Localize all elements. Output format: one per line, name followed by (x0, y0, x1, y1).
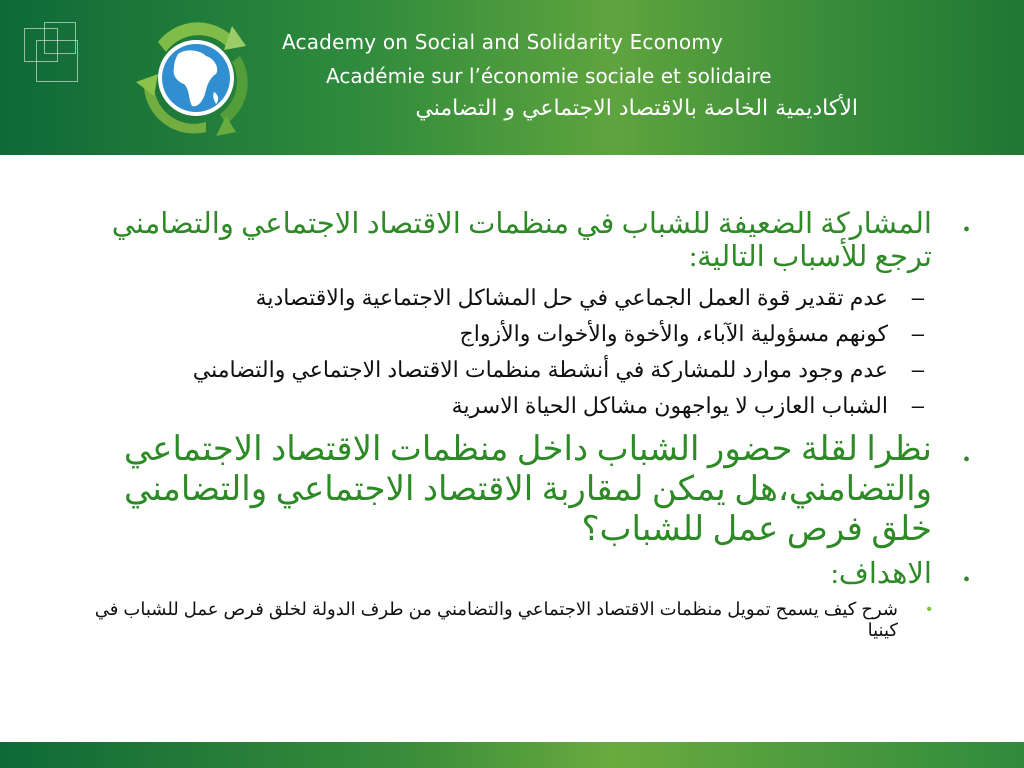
sub-item-reason (62, 316, 932, 352)
dash-icon: – (911, 285, 924, 310)
sub-item-text: الشباب العازب لا يواجهون مشاكل الحياة الاسرية (451, 393, 888, 418)
point-text: المشاركة الضعيفة للشباب في منظمات الاقتصاد الاجتماعي والتضامني ترجع للأسباب التالية: (111, 208, 932, 273)
bullet-dot-icon: • (962, 569, 970, 591)
sub-item-reason (62, 388, 932, 424)
header-title-ar: الأكاديمية الخاصة بالاقتصاد الاجتماعي و التضامني (415, 96, 858, 121)
slide-header (0, 0, 1024, 155)
point-text: الاهداف: (830, 558, 932, 590)
sub-item-text: كونهم مسؤولية الآباء، والأخوة والأخوات والأزواج (459, 321, 888, 346)
point-text: نظرا لقلة حضور الشباب داخل منظمات الاقتصاد الاجتماعي والتضامني،هل يمكن لمقاربة الاقتصاد الاجتماعي والتضامني خلق فرص عمل للشباب؟ (123, 431, 932, 548)
slide-footer-bar (0, 742, 1024, 768)
dash-icon: – (911, 357, 924, 382)
header-title-en: Academy on Social and Solidarity Economy (282, 30, 724, 54)
header-title-fr: Académie sur l’économie sociale et solidaire (326, 64, 772, 88)
sub-item-text: عدم وجود موارد للمشاركة في أنشطة منظمات الاقتصاد الاجتماعي والتضامني (192, 357, 888, 382)
bullet-point-question (62, 430, 970, 550)
decor-square (44, 22, 76, 54)
sub-item-reason (62, 352, 932, 388)
dash-icon: – (911, 321, 924, 346)
sub-item-text: شرح كيف يسمح تمويل منظمات الاقتصاد الاجتماعي والتضامني من طرف الدولة لخلق فرص عمل للشباب في كينيا (94, 599, 898, 640)
bullet-point-participation (62, 208, 970, 274)
dash-icon: – (911, 393, 924, 418)
globe-recycle-logo-icon (128, 12, 264, 144)
bullet-dot-icon: • (962, 219, 970, 241)
bullet-dot-icon: • (926, 601, 932, 618)
bullet-point-goals (62, 558, 970, 591)
slide-content (62, 208, 970, 641)
bullet-dot-icon: • (962, 449, 970, 471)
sub-item-text: عدم تقدير قوة العمل الجماعي في حل المشاكل الاجتماعية والاقتصادية (255, 285, 888, 310)
sub-item-goal (62, 599, 932, 641)
sub-item-reason (62, 280, 932, 316)
